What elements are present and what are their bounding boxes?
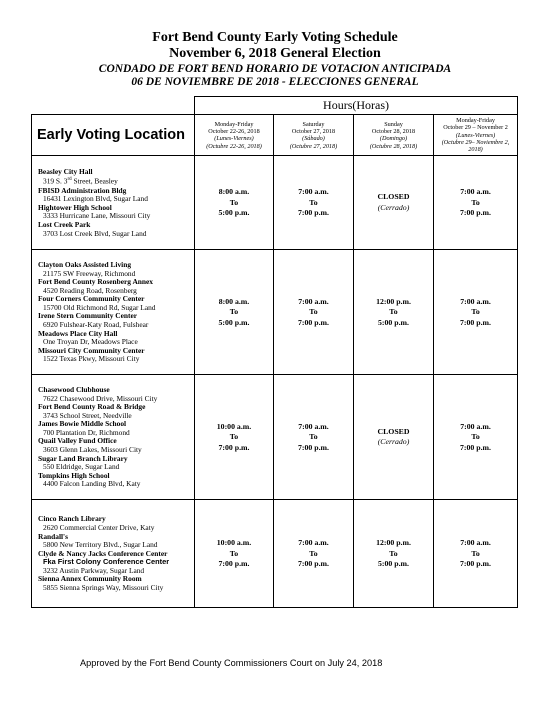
location-name: Sienna Annex Community Room xyxy=(38,574,142,584)
hours-cell: 7:00 a.m. To 7:00 p.m. xyxy=(434,500,518,608)
title-line-3-spanish: CONDADO DE FORT BEND HORARIO DE VOTACION ANTICIPADA xyxy=(98,63,452,75)
hours-header: Hours(Horas) xyxy=(195,97,518,115)
location-name: Randall's xyxy=(38,531,68,541)
location-list xyxy=(32,375,195,500)
hours-cell: 7:00 a.m. To 7:00 p.m. xyxy=(274,375,354,500)
location-address: 3603 Glenn Lakes, Missouri City xyxy=(43,445,142,455)
location-address: 3333 Hurricane Lane, Missouri City xyxy=(43,211,151,221)
location-name: Fort Bend County Road & Bridge xyxy=(38,402,146,412)
location-name: Hightower High School xyxy=(38,202,112,212)
hours-cell: 7:00 a.m. To 7:00 p.m. xyxy=(274,156,354,250)
table-row xyxy=(32,250,518,375)
location-address: 3232 Austin Parkway, Sugar Land xyxy=(43,565,145,575)
hours-cell: 12:00 p.m. To 5:00 p.m. xyxy=(354,250,434,375)
hours-cell: 10:00 a.m. To 7:00 p.m. xyxy=(195,375,274,500)
blank-corner xyxy=(32,97,195,115)
location-name: FBISD Administration Bldg xyxy=(38,185,127,195)
hours-cell: 7:00 a.m. To 7:00 p.m. xyxy=(274,500,354,608)
location-name: Lost Creek Park xyxy=(38,219,91,229)
column-header: Saturday October 27, 2018 (Sábado) (Octubre 27, 2018) xyxy=(274,115,354,156)
location-address: 2620 Commercial Center Drive, Katy xyxy=(43,522,155,532)
location-address: 319 S. 3rd Street, Beasley xyxy=(43,176,118,186)
location-address: 1522 Texas Pkwy, Missouri City xyxy=(43,354,140,364)
hours-cell: 12:00 p.m. To 5:00 p.m. xyxy=(354,500,434,608)
location-list xyxy=(32,500,195,608)
hours-cell: 7:00 a.m. To 7:00 p.m. xyxy=(434,156,518,250)
location-name: Clayton Oaks Assisted Living xyxy=(38,259,132,269)
hours-cell: 7:00 a.m. To 7:00 p.m. xyxy=(274,250,354,375)
location-address: 550 Eldridge, Sugar Land xyxy=(43,462,120,472)
title-line-4-spanish: 06 DE NOVIEMBRE DE 2018 - ELECCIONES GENERAL xyxy=(131,76,419,88)
location-name: Meadows Place City Hall xyxy=(38,328,118,338)
location-address: 5800 New Territory Blvd., Sugar Land xyxy=(43,540,158,550)
hours-cell: 7:00 a.m. To 7:00 p.m. xyxy=(434,375,518,500)
location-name: Four Corners Community Center xyxy=(38,294,145,304)
location-name: Missouri City Community Center xyxy=(38,345,145,355)
location-column-header: Early Voting Location xyxy=(32,115,195,156)
location-list xyxy=(32,156,195,250)
location-address: 21175 SW Freeway, Richmond xyxy=(43,268,136,278)
hours-cell-closed: CLOSED (Cerrado) xyxy=(354,156,434,250)
location-name: Cinco Ranch Library xyxy=(38,514,106,524)
location-name: Clyde & Nancy Jacks Conference Center xyxy=(38,548,168,558)
location-address: 5855 Sienna Springs Way, Missouri City xyxy=(43,583,164,593)
location-list xyxy=(32,250,195,375)
hours-cell-closed: CLOSED (Cerrado) xyxy=(354,375,434,500)
location-address: One Troyan Dr, Meadows Place xyxy=(43,337,138,347)
title-line-2: November 6, 2018 General Election xyxy=(169,46,381,61)
title-line-1: Fort Bend County Early Voting Schedule xyxy=(152,30,398,45)
location-address: 4520 Reading Road, Rosenberg xyxy=(43,285,137,295)
location-address: 3743 School Street, Needville xyxy=(43,410,132,420)
column-header: Monday-Friday October 22-26, 2018 (Lunes-Viernes) (Octubre 22-26, 2018) xyxy=(195,115,274,156)
location-address: 16431 Lexington Blvd, Sugar Land xyxy=(43,194,148,204)
location-address: 4400 Falcon Landing Blvd, Katy xyxy=(43,479,141,489)
location-address: 15700 Old Richmond Rd, Sugar Land xyxy=(43,302,156,312)
location-name: Tompkins High School xyxy=(38,470,110,480)
location-name: Fka First Colony Conference Center xyxy=(43,557,170,567)
column-header: Monday-Friday October 29 – November 2 (Lunes-Viernes) (Octubre 29– Noviembre 2, 2018) xyxy=(434,115,518,156)
location-address: 700 Plantation Dr, Richmond xyxy=(43,427,130,437)
location-name: James Bowie Middle School xyxy=(38,419,127,429)
table-row xyxy=(32,156,518,250)
location-name: Sugar Land Branch Library xyxy=(38,453,128,463)
location-address: 6920 Fulshear-Katy Road, Fulshear xyxy=(43,320,149,330)
location-name: Beasley City Hall xyxy=(38,166,93,176)
table-row xyxy=(32,375,518,500)
location-address: 3703 Lost Creek Blvd, Sugar Land xyxy=(43,228,147,238)
location-name: Fort Bend County Rosenberg Annex xyxy=(38,277,153,287)
hours-cell: 10:00 a.m. To 7:00 p.m. xyxy=(195,500,274,608)
location-name: Quail Valley Fund Office xyxy=(38,436,117,446)
schedule-table xyxy=(31,96,518,608)
column-header: Sunday October 28, 2018 (Domingo) (Octubre 28, 2018) xyxy=(354,115,434,156)
location-name: Irene Stern Community Center xyxy=(38,311,138,321)
hours-cell: 8:00 a.m. To 5:00 p.m. xyxy=(195,250,274,375)
location-name: Chasewood Clubhouse xyxy=(38,384,110,394)
location-address: 7622 Chasewood Drive, Missouri City xyxy=(43,393,158,403)
approval-footer: Approved by the Fort Bend County Commissioners Court on July 24, 2018 xyxy=(80,658,383,668)
table-row xyxy=(32,500,518,608)
hours-cell: 8:00 a.m. To 5:00 p.m. xyxy=(195,156,274,250)
hours-cell: 7:00 a.m. To 7:00 p.m. xyxy=(434,250,518,375)
